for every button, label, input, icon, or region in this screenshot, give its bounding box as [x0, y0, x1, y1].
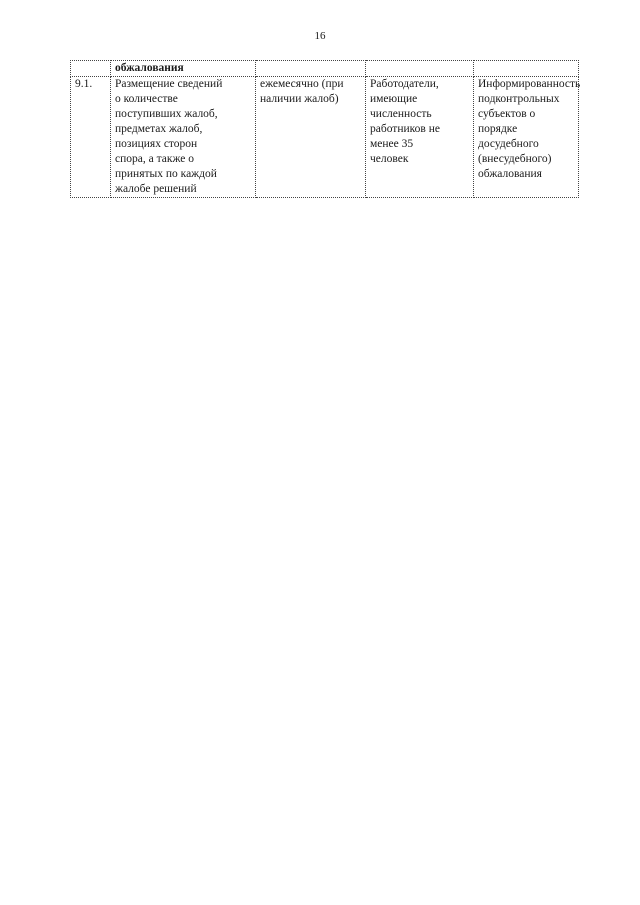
event-text: Размещение сведений о количестве поступивших жалоб, предметах жалоб, позициях сторон спора, а также о принятых по каждой жалобе решений [115, 78, 223, 195]
cell-num [71, 77, 111, 198]
cell-subjects [366, 77, 474, 198]
table-row [71, 77, 579, 198]
cell-event [111, 61, 256, 77]
cell-result [474, 77, 579, 198]
subjects-text: Работодатели, имеющие численность работников не менее 35 человек [370, 78, 440, 165]
cell-result [474, 61, 579, 77]
page-number: 16 [314, 30, 326, 42]
cell-period [256, 77, 366, 198]
table-row-continuation [71, 61, 579, 77]
cell-period [256, 61, 366, 77]
cell-subjects [366, 61, 474, 77]
measures-table [70, 60, 579, 198]
result-text: Информированность подконтрольных субъектов о порядке досудебного (внесудебного) обжалования [478, 78, 581, 180]
period-text: ежемесячно (при наличии жалоб) [260, 78, 344, 105]
event-continuation-text: обжалования [115, 62, 184, 74]
row-number: 9.1. [75, 78, 93, 90]
cell-event [111, 77, 256, 198]
cell-num [71, 61, 111, 77]
